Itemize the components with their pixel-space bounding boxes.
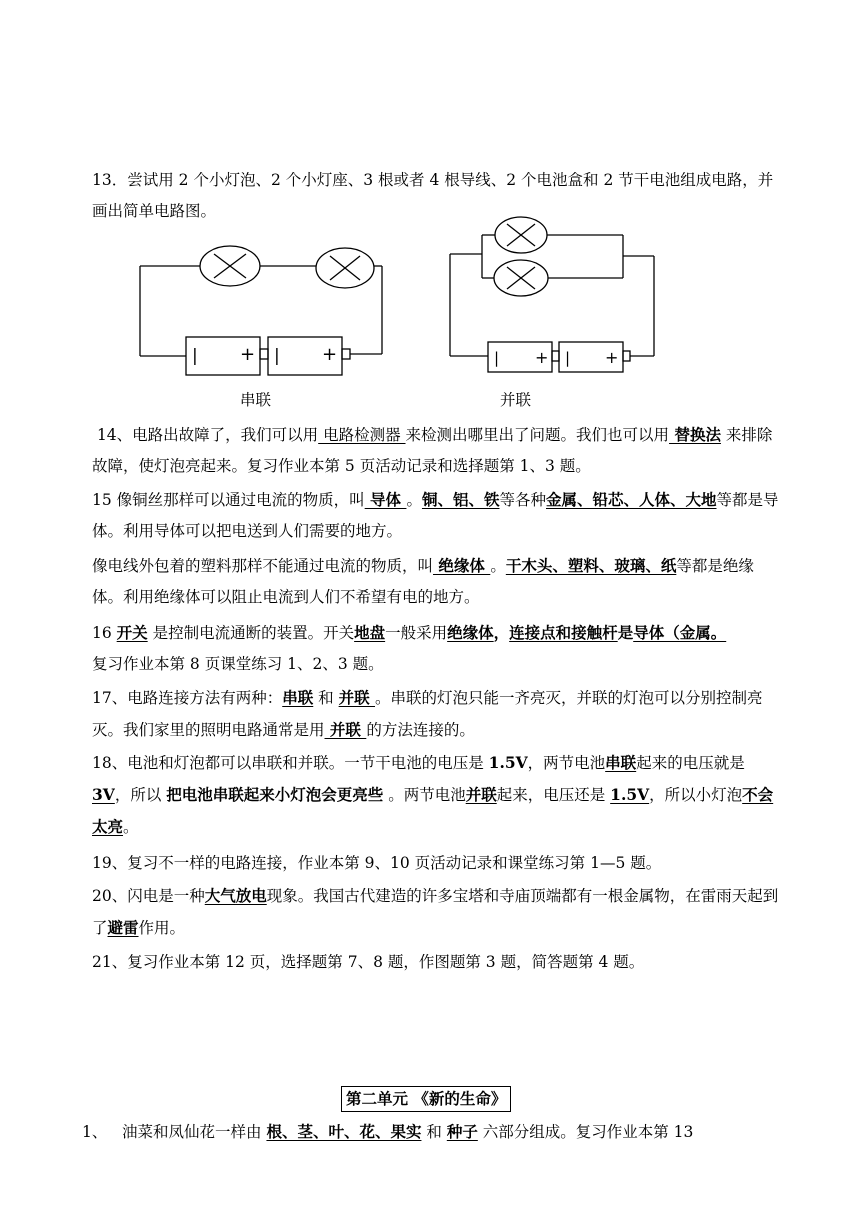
answer-blank: 地盘 <box>354 623 386 642</box>
unit-2-heading: 第二单元 《新的生命》 <box>341 1086 511 1112</box>
answer-blank: 种子 <box>446 1122 478 1141</box>
answer-blank: 并联 <box>324 720 367 739</box>
answer-blank: 大气放电 <box>204 886 267 905</box>
question-15-insulator: 像电线外包着的塑料那样不能通过电流的物质，叫 绝缘体 。干木头、塑料、玻璃、纸等都是绝缘体。利用绝缘体可以阻止电流到人们不希望有电的地方。 <box>92 556 754 606</box>
battery-minus-mark: | <box>192 346 198 366</box>
answer-blank: 电路检测器 <box>318 426 406 444</box>
question-13: 13．尝试用 2 个小灯泡、2 个小灯座、3 根或者 4 根导线、2 个电池盒和 2 节干电池组成电路，并画出简单电路图。 <box>92 171 774 220</box>
battery-plus-mark: + <box>240 344 256 365</box>
answer-blank: 串联 <box>282 688 314 707</box>
battery-minus-mark: | <box>274 346 280 366</box>
answer-blank: 金属、铅芯、人体、大地 <box>546 490 717 509</box>
battery-minus-mark: | <box>494 349 500 367</box>
answer-blank: 绝缘体 <box>433 556 491 575</box>
answer-value: 1.5V <box>488 753 528 772</box>
series-circuit-diagram <box>130 236 400 382</box>
answer-blank: 并联 <box>465 785 497 804</box>
question-20: 20、闪电是一种大气放电现象。我国古代建造的许多宝塔和寺庙顶端都有一根金属物，在雷雨天起到了避雷作用。 <box>92 886 779 937</box>
answer-blank: 铜、铝、铁 <box>421 490 500 509</box>
answer-blank: 干木头、塑料、玻璃、纸 <box>505 556 677 575</box>
answer-blank: 串联 <box>605 753 637 772</box>
battery-plus-mark: + <box>535 348 549 367</box>
answer-blank: 不会太亮 <box>92 785 774 836</box>
battery-plus-mark: + <box>322 344 338 365</box>
question-19: 19、复习不一样的电路连接，作业本第 9、10 页活动记录和课堂练习第 1—5 题。 <box>92 854 662 872</box>
question-21: 21、复习作业本第 12 页，选择题第 7、8 题，作图题第 3 题，简答题第 4 题。 <box>92 953 645 971</box>
answer-blank: 避雷 <box>107 918 139 937</box>
question-17: 17、电路连接方法有两种：串联 和 并联 。串联的灯泡只能一齐亮灭，并联的灯泡可以分别控制亮灭。我们家里的照明电路通常是用 并联 的方法连接的。 <box>92 688 763 739</box>
answer-blank: 3V <box>92 785 115 804</box>
item-number: 1、 <box>82 1123 108 1141</box>
answer-blank: 绝缘体 <box>447 623 494 642</box>
answer-blank: 替换法 <box>669 425 721 444</box>
answer-blank: 根、茎、叶、花、果实 <box>266 1122 422 1141</box>
question-15: 15 像铜丝那样可以通过电流的物质，叫 导体 。铜、铝、铁等各种金属、铅芯、人体、大地等都是导体。利用导体可以把电送到人们需要的地方。 <box>92 490 779 540</box>
battery-minus-mark: | <box>565 349 571 367</box>
battery-plus-mark: + <box>605 348 619 367</box>
question-18: 18、电池和灯泡都可以串联和并联。一节干电池的电压是 1.5V，两节电池串联起来的电压就是 3V，所以 把电池串联起来小灯泡会更亮些 。两节电池并联起来，电压还是 1.5V，所以小灯泡不会太亮。 <box>92 753 774 836</box>
answer-blank: 导体（金属。 <box>633 623 727 642</box>
series-caption: 串联 <box>240 391 272 409</box>
question-16: 16 开关 是控制电流通断的装置。开关地盘一般采用绝缘体，连接点和接触杆是导体（金属。 复习作业本第 8 页课堂练习 1、2、3 题。 <box>92 623 727 673</box>
answer-blank: 连接点和接触杆 <box>509 623 618 642</box>
answer-blank: 导体 <box>364 490 407 509</box>
parallel-caption: 并联 <box>500 391 532 409</box>
answer-blank: 开关 <box>116 623 148 642</box>
answer-blank: 把电池串联起来小灯泡会更亮些 <box>166 785 384 804</box>
answer-blank: 并联 <box>338 688 376 707</box>
answer-blank: 1.5V <box>610 785 650 804</box>
question-14: 14、电路出故障了，我们可以用 电路检测器 来检测出哪里出了问题。我们也可以用 替换法 来排除故障，使灯泡亮起来。复习作业本第 5 页活动记录和选择题第 1、3 题。 <box>92 425 773 475</box>
parallel-circuit-diagram <box>440 210 670 386</box>
unit-2-item-1: 油菜和凤仙花一样由 根、茎、叶、花、果实 和 种子 六部分组成。复习作业本第 13 <box>122 1122 694 1141</box>
